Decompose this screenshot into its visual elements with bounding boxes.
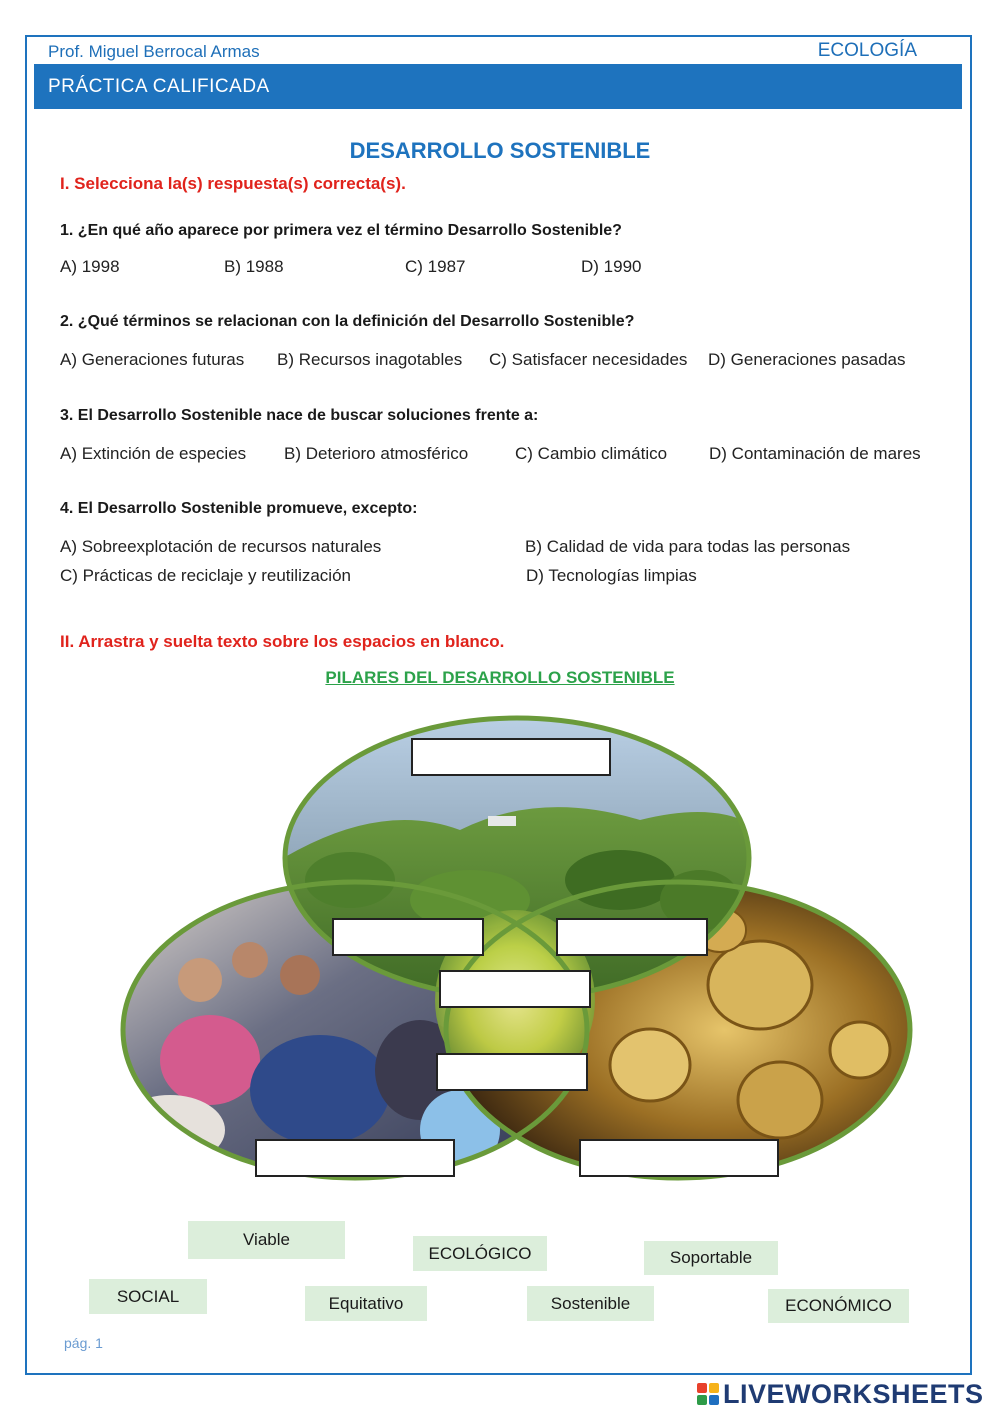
word-chip-economico[interactable]: ECONÓMICO — [768, 1289, 909, 1323]
word-chip-viable[interactable]: Viable — [188, 1221, 345, 1259]
question-1: 1. ¿En qué año aparece por primera vez el término Desarrollo Sostenible? — [60, 222, 622, 239]
drop-blank-ecological-economic[interactable] — [556, 918, 708, 956]
q3-option-a[interactable]: A) Extinción de especies — [60, 444, 247, 463]
question-3: 3. El Desarrollo Sostenible nace de buscar soluciones frente a: — [60, 407, 539, 424]
question-2: 2. ¿Qué términos se relacionan con la definición del Desarrollo Sostenible? — [60, 313, 635, 330]
section-1-heading: I. Selecciona la(s) respuesta(s) correcta(s). — [60, 174, 406, 193]
drop-blank-social[interactable] — [255, 1139, 455, 1177]
q2-option-b[interactable]: B) Recursos inagotables — [277, 350, 463, 369]
q2-option-d[interactable]: D) Generaciones pasadas — [708, 350, 906, 369]
q4-option-a[interactable]: A) Sobreexplotación de recursos naturales — [60, 537, 382, 556]
brand-name: LIVEWORKSHEETS — [723, 1378, 984, 1409]
q1-option-c[interactable]: C) 1987 — [405, 257, 466, 276]
word-chip-social[interactable]: SOCIAL — [89, 1279, 207, 1314]
q2-option-c[interactable]: C) Satisfacer necesidades — [489, 350, 688, 369]
q2-option-a[interactable]: A) Generaciones futuras — [60, 350, 245, 369]
liveworksheets-brand — [697, 1378, 984, 1410]
q4-option-c[interactable]: C) Prácticas de reciclaje y reutilización — [60, 566, 351, 585]
diagram-title: PILARES DEL DESARROLLO SOSTENIBLE — [325, 668, 675, 687]
drop-blank-top[interactable] — [411, 738, 611, 776]
q4-option-b[interactable]: B) Calidad de vida para todas las personas — [525, 537, 851, 556]
q1-option-d[interactable]: D) 1990 — [581, 257, 642, 276]
page-title: DESARROLLO SOSTENIBLE — [349, 138, 651, 163]
q3-option-b[interactable]: B) Deterioro atmosférico — [284, 444, 469, 463]
q3-option-d[interactable]: D) Contaminación de mares — [709, 444, 921, 463]
drop-blank-social-ecological[interactable] — [332, 918, 484, 956]
q4-option-d[interactable]: D) Tecnologías limpias — [526, 566, 697, 585]
brand-logo-icon — [697, 1383, 719, 1405]
section-2-heading: II. Arrastra y suelta texto sobre los espacios en blanco. — [60, 632, 505, 651]
author-name: Prof. Miguel Berrocal Armas — [48, 42, 260, 61]
banner-title: PRÁCTICA CALIFICADA — [48, 76, 270, 97]
word-chip-sostenible[interactable]: Sostenible — [527, 1286, 654, 1321]
word-chip-equitativo[interactable]: Equitativo — [305, 1286, 427, 1321]
drop-blank-social-economic[interactable] — [436, 1053, 588, 1091]
q1-option-a[interactable]: A) 1998 — [60, 257, 120, 276]
word-chip-ecologico[interactable]: ECOLÓGICO — [413, 1236, 547, 1271]
q3-option-c[interactable]: C) Cambio climático — [515, 444, 668, 463]
question-4: 4. El Desarrollo Sostenible promueve, excepto: — [60, 500, 418, 517]
drop-blank-center[interactable] — [439, 970, 591, 1008]
subject-label: ECOLOGÍA — [817, 40, 917, 61]
word-chip-soportable[interactable]: Soportable — [644, 1241, 778, 1275]
page-number: pág. 1 — [64, 1335, 103, 1351]
q1-option-b[interactable]: B) 1988 — [224, 257, 284, 276]
drop-blank-economic[interactable] — [579, 1139, 779, 1177]
